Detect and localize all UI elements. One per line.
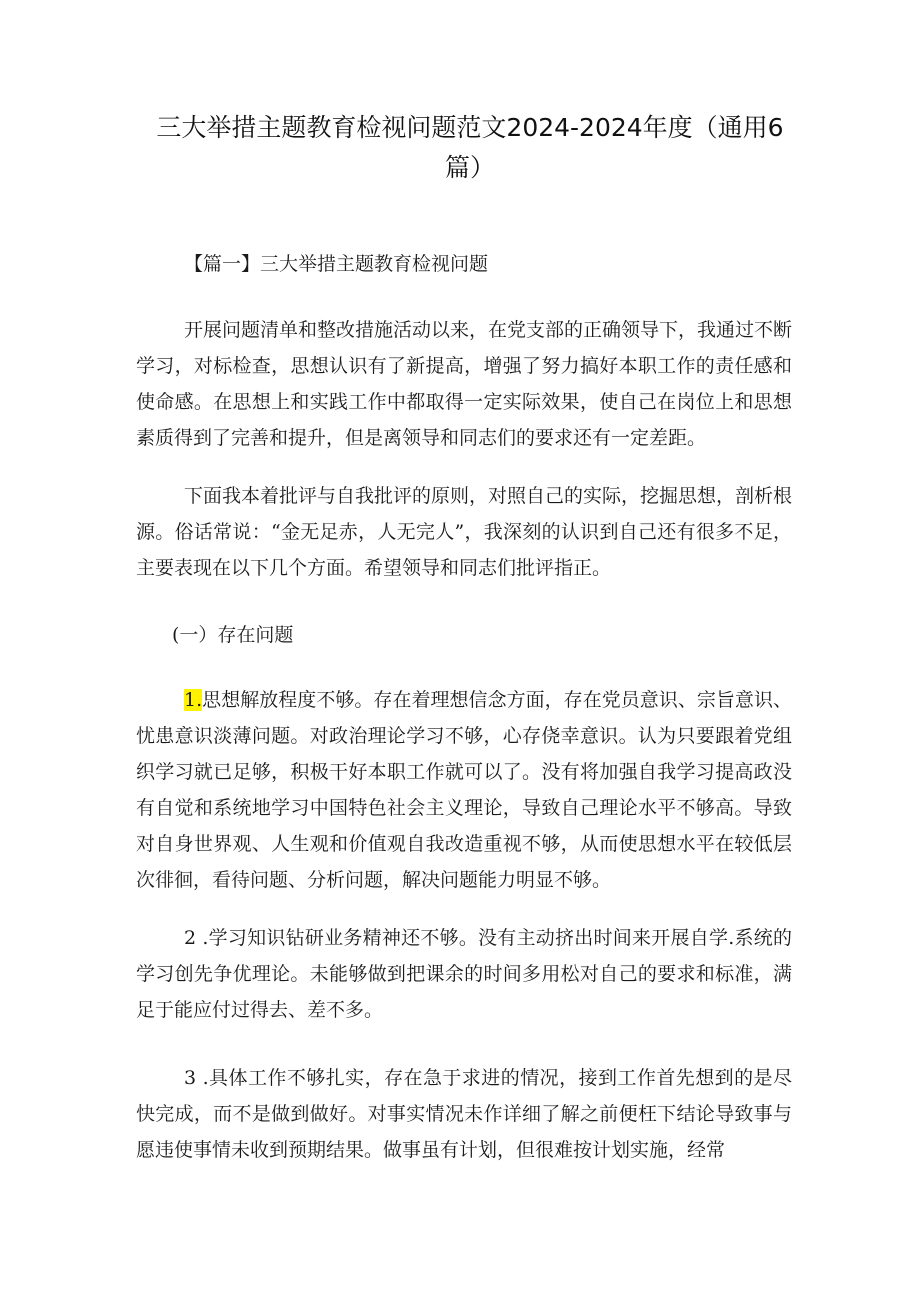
document-title: 三大举措主题教育检视问题范文2024-2024年度（通用6篇） <box>156 113 784 182</box>
paragraph-problem-3: 3 .具体工作不够扎实，存在急于求进的情况，接到工作首先想到的是尽快完成，而不是做到做好。对事实情况未作详细了解之前便枉下结论导致事与愿违使事情未收到预期结果。做事虽有计划，但很难按计划实施，经常 <box>136 1067 792 1161</box>
subheading-existing-problems: (一）存在问题 <box>172 624 294 646</box>
paragraph-intro: 开展问题清单和整改措施活动以来，在党支部的正确领导下，我通过不断学习，对标检查，思想认识有了新提高，增强了努力搞好本职工作的责任感和使命感。在思想上和实践工作中都取得一定实际效果，使自己在岗位上和思想素质得到了完善和提升，但是离领导和同志们的要求还有一定差距。 <box>136 319 793 449</box>
problem-1-text: 思想解放程度不够。存在着理想信念方面，存在党员意识、宗旨意识、忧患意识淡薄问题。对政治理论学习不够，心存侥幸意识。认为只要跟着党组织学习就已足够，积极干好本职工作就可以了。没有将加强自我学习提高政没有自觉和系统地学习中国特色社会主义理论，导致自己理论水平不够高。导致对自身世界观、人生观和价值观自我改造重视不够，从而使思想水平在较低层次徘徊，看待问题、分析问题，解决问题能力明显不够。 <box>136 689 792 891</box>
highlighted-list-marker: 1. <box>184 689 203 711</box>
paragraph-problem-2: 2 .学习知识钻研业务精神还不够。没有主动挤出时间来开展自学.系统的学习创先争优理论。未能够做到把课余的时间多用松对自己的要求和标准，满足于能应付过得去、差不多。 <box>136 927 792 1021</box>
section-heading: 【篇一】三大举措主题教育检视问题 <box>184 253 489 275</box>
paragraph-problem-1 <box>136 682 792 898</box>
paragraph-self-criticism: 下面我本着批评与自我批评的原则，对照自己的实际，挖掘思想，剖析根源。俗话常说：“金无足赤，人无完人”，我深刻的认识到自己还有很多不足，主要表现在以下几个方面。希望领导和同志们批评指正。 <box>136 485 793 579</box>
